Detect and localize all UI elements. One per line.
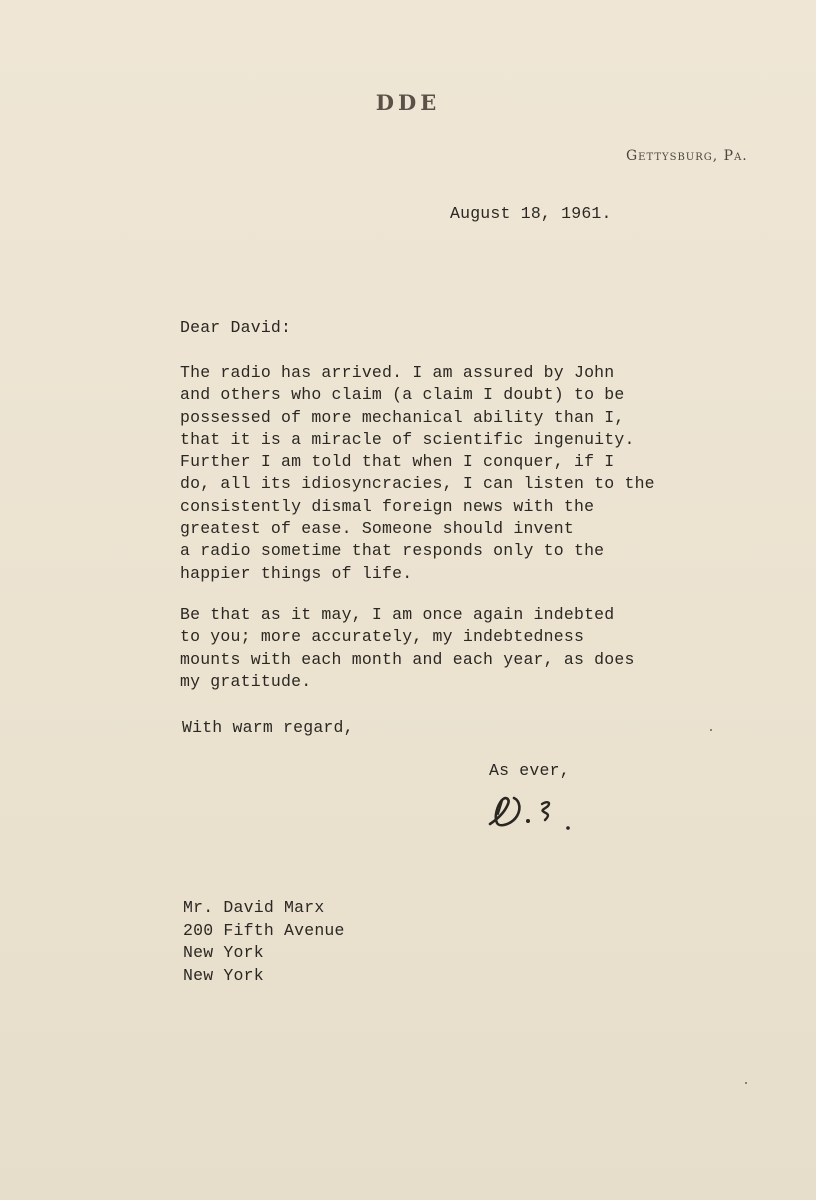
letterhead-monogram: DDE (375, 90, 441, 115)
handwritten-signature (484, 784, 584, 834)
letterhead-place: Gettysburg, Pa. (626, 148, 748, 164)
body-paragraph-1 (180, 362, 655, 585)
paragraph-line: and others who claim (a claim I doubt) to be (180, 385, 625, 405)
paragraph-line: to you; more accurately, my indebtedness (180, 627, 585, 647)
address-line: 200 Fifth Avenue (183, 920, 345, 940)
paragraph-line: my gratitude. (180, 671, 312, 691)
valediction: As ever, (489, 761, 570, 780)
recipient-address (183, 897, 345, 987)
paragraph-line: Be that as it may, I am once again indebted (180, 605, 615, 624)
paper-fleck (710, 729, 712, 731)
paragraph-line: do, all its idiosyncracies, I can listen to the (180, 474, 655, 494)
paragraph-line: a radio sometime that responds only to the (180, 541, 605, 561)
address-line: Mr. David Marx (183, 898, 325, 917)
paragraph-line: consistently dismal foreign news with the (180, 496, 595, 516)
address-line: New York (183, 965, 264, 985)
closing-line: With warm regard, (182, 718, 354, 737)
paragraph-line: greatest of ease. Someone should invent (180, 519, 574, 539)
paragraph-line: mounts with each month and each year, as does (180, 649, 635, 669)
paper-fleck (745, 1082, 747, 1084)
paragraph-line: happier things of life. (180, 563, 413, 583)
paragraph-line: Further I am told that when I conquer, if I (180, 452, 615, 472)
body-paragraph-2 (180, 604, 635, 693)
paragraph-line: possessed of more mechanical ability than I, (180, 407, 625, 427)
paragraph-line: The radio has arrived. I am assured by John (180, 363, 615, 382)
address-line: New York (183, 943, 264, 963)
letter-date: August 18, 1961. (450, 204, 612, 223)
paragraph-line: that it is a miracle of scientific ingenuity. (180, 429, 635, 449)
salutation: Dear David: (180, 318, 292, 337)
